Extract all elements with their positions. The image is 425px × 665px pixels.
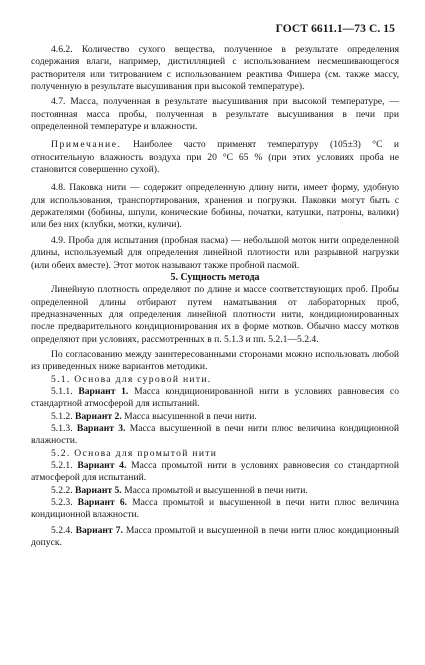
item-number: 5.2.2.	[51, 484, 75, 496]
section-agreement: По согласованию между заинтересованными сторонами можно использовать любой из приведенных ниже вариантов методики.	[31, 348, 399, 373]
section-intro: Линейную плотность определяют по длине и массе соответствующих проб. Пробы определенной длины отбирают путем наматывания от лабораторных проб, предназначенных для определения линейной плотности нити, кондиционированных после предварительного кондиционирования их в форме мотков. Обычно массу мотков определяют при условиях, рассмотренных в п. 5.1.3 и пп. 5.2.1—5.2.4.	[31, 284, 399, 345]
subsection-5-1: 5.1. Основа для суровой нити.	[51, 373, 212, 385]
item-text: Масса промытой нити в условиях равновесия со стандартной атмосферой для испытаний.	[31, 460, 399, 484]
paragraph-4-6-2: 4.6.2. Количество сухого вещества, полученное в результате определения содержания влаги, например, дистилляцией с использованием несмешивающегося растворителя или титрованием с использованием реактива Фишера (см. также массу, полученную в результате высушивания при высокой температуре).	[31, 44, 399, 93]
item-number: 5.2.4.	[51, 524, 76, 536]
paragraph-4-7: 4.7. Масса, полученная в результате высушивания при высокой температуре, — постоянная масса пробы, полученная в результате высушивания в печи при определенной температуре и влажности.	[31, 96, 399, 133]
item-number: 5.1.3.	[51, 422, 77, 434]
item-5-1-2	[31, 411, 399, 423]
paragraph-4-9: 4.9. Проба для испытания (пробная пасма) — небольшой моток нити определенной длины, используемый для определения линейной плотности или разрывной нагрузки (или обеих вместе). Этот моток называют также пробной пасмой.	[31, 234, 399, 271]
variant-label: Вариант 6.	[77, 497, 128, 509]
note-paragraph	[31, 139, 399, 176]
variant-label: Вариант 1.	[78, 385, 129, 397]
item-5-2-4	[31, 525, 399, 550]
variant-label: Вариант 5.	[74, 484, 122, 496]
item-text: Масса промытой и высушенной в печи нити плюс величина кондиционной влажности.	[31, 497, 399, 521]
item-text: Масса высушенной в печи нити плюс величина кондиционной влажности.	[31, 422, 399, 447]
document-body	[31, 44, 399, 549]
subsection-5-2: 5.2. Основа для промытой нити	[51, 447, 218, 459]
item-text: Масса кондиционированной нити в условиях равновесия со стандартной атмосферой для испытаний.	[31, 385, 399, 410]
item-text: Масса промытой и высушенной в печи нити.	[121, 484, 308, 496]
item-text: Масса промытой и высушенной в печи нити плюс кондиционный допуск.	[31, 524, 399, 549]
item-5-1-3	[31, 423, 399, 448]
page-header: ГОСТ 6611.1—73 С. 15	[275, 23, 395, 35]
section-title: 5. Сущность метода	[170, 271, 260, 283]
item-5-2-3	[31, 497, 399, 522]
paragraph-4-8: 4.8. Паковка нити — содержит определенную длину нити, имеет форму, удобную для использования, транспортирования, хранения и погрузки. Паковки могут быть с держателями (бобины, шпули, конические бобины, початки, катушки, патроны, валики) или без них (клубки, мотки, куличи).	[31, 182, 399, 231]
variant-label: Вариант 7.	[75, 524, 123, 536]
note-text: Наиболее часто применят температуру (105±3) °С и относительную влажность воздуха при 20 °С 65 % (при этих условиях проба не становится совершенно сухой).	[31, 139, 399, 176]
item-number: 5.1.2.	[51, 410, 75, 422]
item-5-2-2	[31, 485, 399, 497]
variant-label: Вариант 4.	[77, 460, 127, 471]
item-text: Масса высушенной в печи нити.	[121, 410, 257, 422]
item-5-1-1	[31, 386, 399, 411]
item-number: 5.2.3.	[51, 497, 78, 509]
variant-label: Вариант 3.	[76, 422, 126, 434]
variant-label: Вариант 2.	[74, 410, 122, 422]
note-label: Примечание.	[51, 139, 122, 151]
item-5-2-1	[31, 460, 399, 485]
item-number: 5.2.1.	[51, 460, 78, 471]
item-number: 5.1.1.	[51, 385, 79, 397]
